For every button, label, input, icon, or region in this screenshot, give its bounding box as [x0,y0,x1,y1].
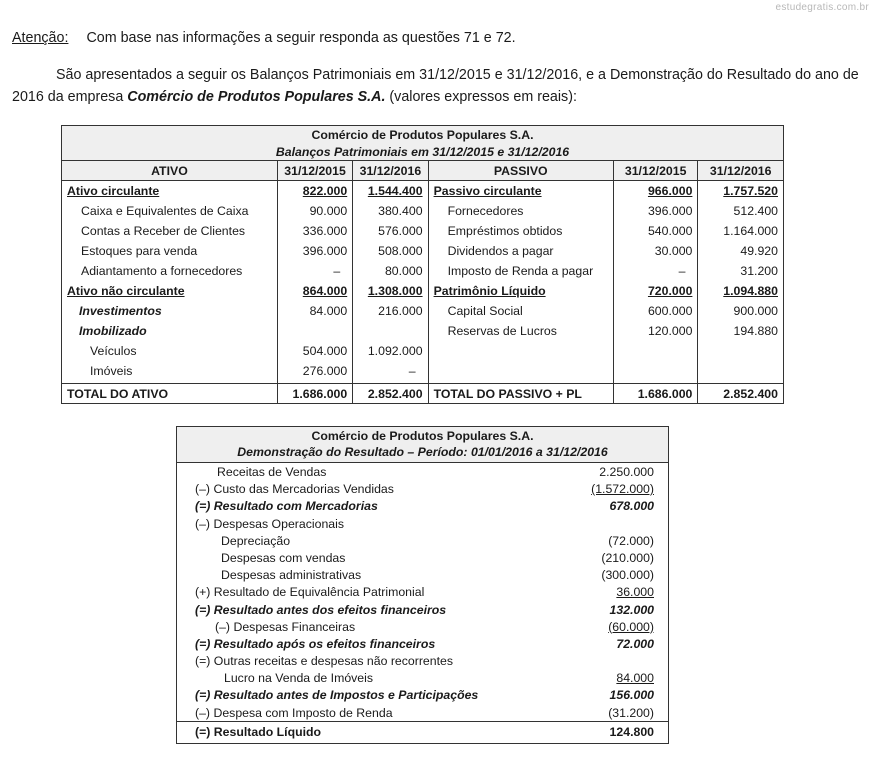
list-item [177,533,668,550]
cell: 80.000 [353,261,428,281]
cell: Imobilizado [62,321,278,341]
cell: 84.000 [277,301,352,321]
cell: 1.164.000 [698,221,784,241]
cell: 1.092.000 [353,341,428,361]
col-ativo-2016: 31/12/2016 [353,161,428,181]
cell: Caixa e Equivalentes de Caixa [62,201,278,221]
cell: Ativo circulante [62,181,278,202]
cell [428,361,613,384]
cell: Imposto de Renda a pagar [428,261,613,281]
cell: 720.000 [613,281,698,301]
total-passivo-2016: 2.852.400 [698,384,784,404]
balance-sheet-table [61,125,784,404]
cell [613,361,698,384]
cell: 600.000 [613,301,698,321]
dre-label: (–) Despesas Operacionais [195,516,344,531]
cell [698,361,784,384]
income-statement-title: Comércio de Produtos Populares S.A. [311,429,534,443]
cell: – [353,361,428,384]
attention-line [12,30,516,46]
cell: 540.000 [613,221,698,241]
dre-value: (72.000) [608,533,654,548]
cell: 1.308.000 [353,281,428,301]
cell: Adiantamento a fornecedores [62,261,278,281]
cell: 30.000 [613,241,698,261]
dre-label: Despesas administrativas [221,568,362,583]
cell: 216.000 [353,301,428,321]
cell: 966.000 [613,181,698,202]
income-statement-header [177,427,668,463]
table-row [62,201,784,221]
cell: 276.000 [277,361,352,384]
cell: 396.000 [277,241,352,261]
company-name: Comércio de Produtos Populares S.A. [127,89,386,105]
col-passivo: PASSIVO [428,161,613,181]
cell: 576.000 [353,221,428,241]
list-item [177,498,668,515]
dre-label: (–) Despesas Financeiras [215,619,356,634]
cell: 504.000 [277,341,352,361]
attention-text: Com base nas informações a seguir responda as questões 71 e 72. [86,30,516,46]
cell: Fornecedores [428,201,613,221]
dre-label: (–) Custo das Mercadorias Vendidas [195,482,394,497]
cell: 508.000 [353,241,428,261]
income-statement [176,426,669,744]
list-item [177,636,668,653]
cell: 1.544.400 [353,181,428,202]
intro-paragraph-line1: São apresentados a seguir os Balanços Patrimoniais em 31/12/2015 e 31/12/2016, e a Demonstração do Resultado do ano de [56,67,859,83]
dre-value: 72.000 [616,636,654,651]
balance-subtitle: Balanços Patrimoniais em 31/12/2015 e 31/12/2016 [62,143,784,161]
cell [698,341,784,361]
cell: Reservas de Lucros [428,321,613,341]
dre-label: Receitas de Vendas [217,465,327,479]
total-row [62,384,784,404]
dre-label: (+) Resultado de Equivalência Patrimonial [195,585,425,600]
cell: 1.094.880 [698,281,784,301]
cell: 90.000 [277,201,352,221]
cell [277,321,352,341]
cell: 864.000 [277,281,352,301]
table-row [62,341,784,361]
dre-label: (=) Outras receitas e despesas não recorrentes [195,654,454,669]
net-result-label: (=) Resultado Líquido [195,725,322,739]
cell: Empréstimos obtidos [428,221,613,241]
list-item [177,619,668,636]
list-item [177,584,668,601]
list-item [177,464,668,481]
income-statement-subtitle: Demonstração do Resultado – Período: 01/01/2016 a 31/12/2016 [237,445,608,459]
cell: 120.000 [613,321,698,341]
col-ativo-2015: 31/12/2015 [277,161,352,181]
list-item [177,550,668,567]
dre-value: 156.000 [609,688,654,703]
list-item [177,567,668,584]
list-item [177,653,668,670]
dre-value: 2.250.000 [599,465,654,479]
cell [613,341,698,361]
cell [353,321,428,341]
dre-label: Despesas com vendas [221,550,346,565]
cell: Imóveis [62,361,278,384]
cell: 31.200 [698,261,784,281]
cell: Capital Social [428,301,613,321]
table-row [62,181,784,202]
cell: Estoques para venda [62,241,278,261]
dre-value: 36.000 [616,585,654,600]
cell: Ativo não circulante [62,281,278,301]
cell: – [613,261,698,281]
dre-label: (=) Resultado após os efeitos financeiros [195,636,436,651]
cell [428,341,613,361]
dre-label: (–) Despesa com Imposto de Renda [195,705,393,720]
table-row [62,321,784,341]
dre-value: (210.000) [601,550,654,565]
cell: Dividendos a pagar [428,241,613,261]
list-item [177,705,668,722]
list-item [177,670,668,687]
dre-value: (300.000) [601,568,654,583]
cell: 380.400 [353,201,428,221]
cell: Patrimônio Líquido [428,281,613,301]
net-result-value: 124.800 [609,725,654,739]
cell: Veículos [62,341,278,361]
cell: Contas a Receber de Clientes [62,221,278,241]
list-item [177,687,668,704]
table-row [62,281,784,301]
table-row [62,261,784,281]
list-item [177,602,668,619]
intro-text-b: (valores expressos em reais): [385,89,577,105]
list-item [177,481,668,498]
intro-paragraph-line2 [12,89,577,105]
cell: 194.880 [698,321,784,341]
dre-value: (31.200) [608,705,654,720]
attention-label: Atenção: [12,30,69,46]
dre-label: Lucro na Venda de Imóveis [224,671,374,686]
cell: Passivo circulante [428,181,613,202]
balance-title: Comércio de Produtos Populares S.A. [62,126,784,144]
table-row [62,241,784,261]
dre-label: (=) Resultado antes de Impostos e Participações [195,688,479,703]
col-ativo: ATIVO [62,161,278,181]
cell: 396.000 [613,201,698,221]
dre-value: (60.000) [608,619,654,634]
cell: 822.000 [277,181,352,202]
cell: 49.920 [698,241,784,261]
cell: – [277,261,352,281]
dre-label: Depreciação [221,533,291,548]
col-passivo-2016: 31/12/2016 [698,161,784,181]
cell: 336.000 [277,221,352,241]
net-result-row [177,721,668,743]
total-ativo-2015: 1.686.000 [277,384,352,404]
total-ativo-label: TOTAL DO ATIVO [62,384,278,404]
dre-value: 132.000 [609,602,654,617]
cell: 1.757.520 [698,181,784,202]
total-ativo-2016: 2.852.400 [353,384,428,404]
cell: Investimentos [62,301,278,321]
total-passivo-2015: 1.686.000 [613,384,698,404]
dre-value: (1.572.000) [591,482,654,497]
cell: 900.000 [698,301,784,321]
table-row [62,221,784,241]
total-passivo-label: TOTAL DO PASSIVO + PL [428,384,613,404]
table-row [62,361,784,384]
cell: 512.400 [698,201,784,221]
dre-label: (=) Resultado com Mercadorias [195,499,378,514]
dre-value: 678.000 [609,499,654,514]
watermark: estudegratis.com.br [775,2,869,13]
list-item [177,516,668,533]
col-passivo-2015: 31/12/2015 [613,161,698,181]
dre-value: 84.000 [616,671,654,686]
dre-label: (=) Resultado antes dos efeitos financeiros [195,602,447,617]
intro-text-a: 2016 da empresa [12,89,128,105]
table-row [62,301,784,321]
